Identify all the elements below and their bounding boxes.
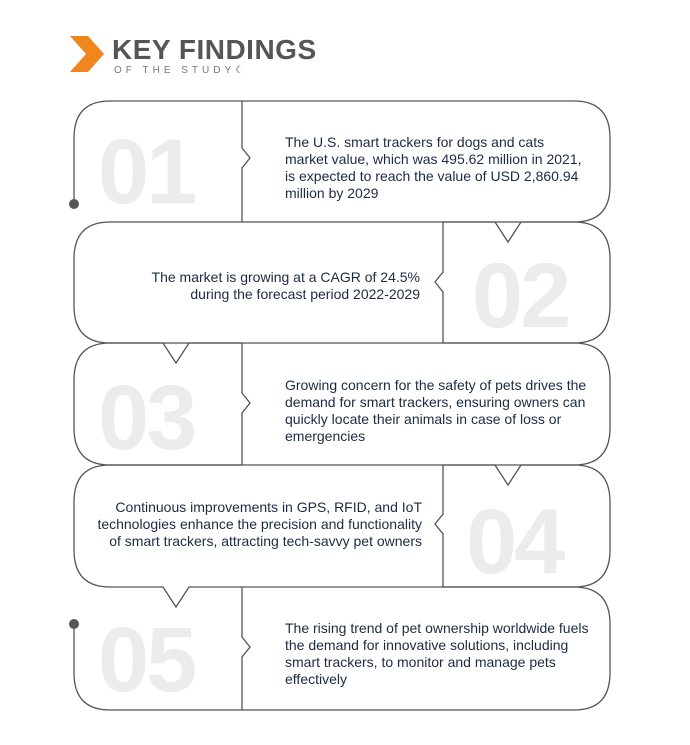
page-title: KEY FINDINGS — [112, 34, 317, 65]
finding-text-1: The U.S. smart trackers for dogs and cats market value, which was 495.62 million in 2021, is expected to reach the value of USD 2,860.94 million by 2029 — [285, 134, 582, 201]
moon-icon: ☾ — [235, 65, 245, 76]
start-dot — [69, 199, 79, 209]
finding-number-1: 01 — [98, 121, 195, 223]
finding-text-4: Continuous improvements in GPS, RFID, and IoT technologies enhance the precision and functionality of smart trackers, attracting tech-savvy pet owners — [97, 499, 422, 549]
finding-number-3: 03 — [98, 367, 195, 469]
finding-text-3: Growing concern for the safety of pets drives the demand for smart trackers, ensuring owners can quickly locate their animals in case of loss or emergencies — [285, 377, 587, 444]
end-dot — [69, 619, 79, 629]
finding-number-2: 02 — [472, 245, 569, 347]
finding-number-5: 05 — [98, 609, 195, 711]
finding-text-2: The market is growing at a CAGR of 24.5% during the forecast period 2022-2029 — [151, 269, 420, 302]
finding-text-5: The rising trend of pet ownership worldwide fuels the demand for innovative solutions, including smart trackers, to monitor and manage pets effectively — [285, 620, 589, 687]
subtitle-text: OF THE STUDY — [114, 65, 236, 76]
finding-number-4: 04 — [466, 491, 563, 593]
